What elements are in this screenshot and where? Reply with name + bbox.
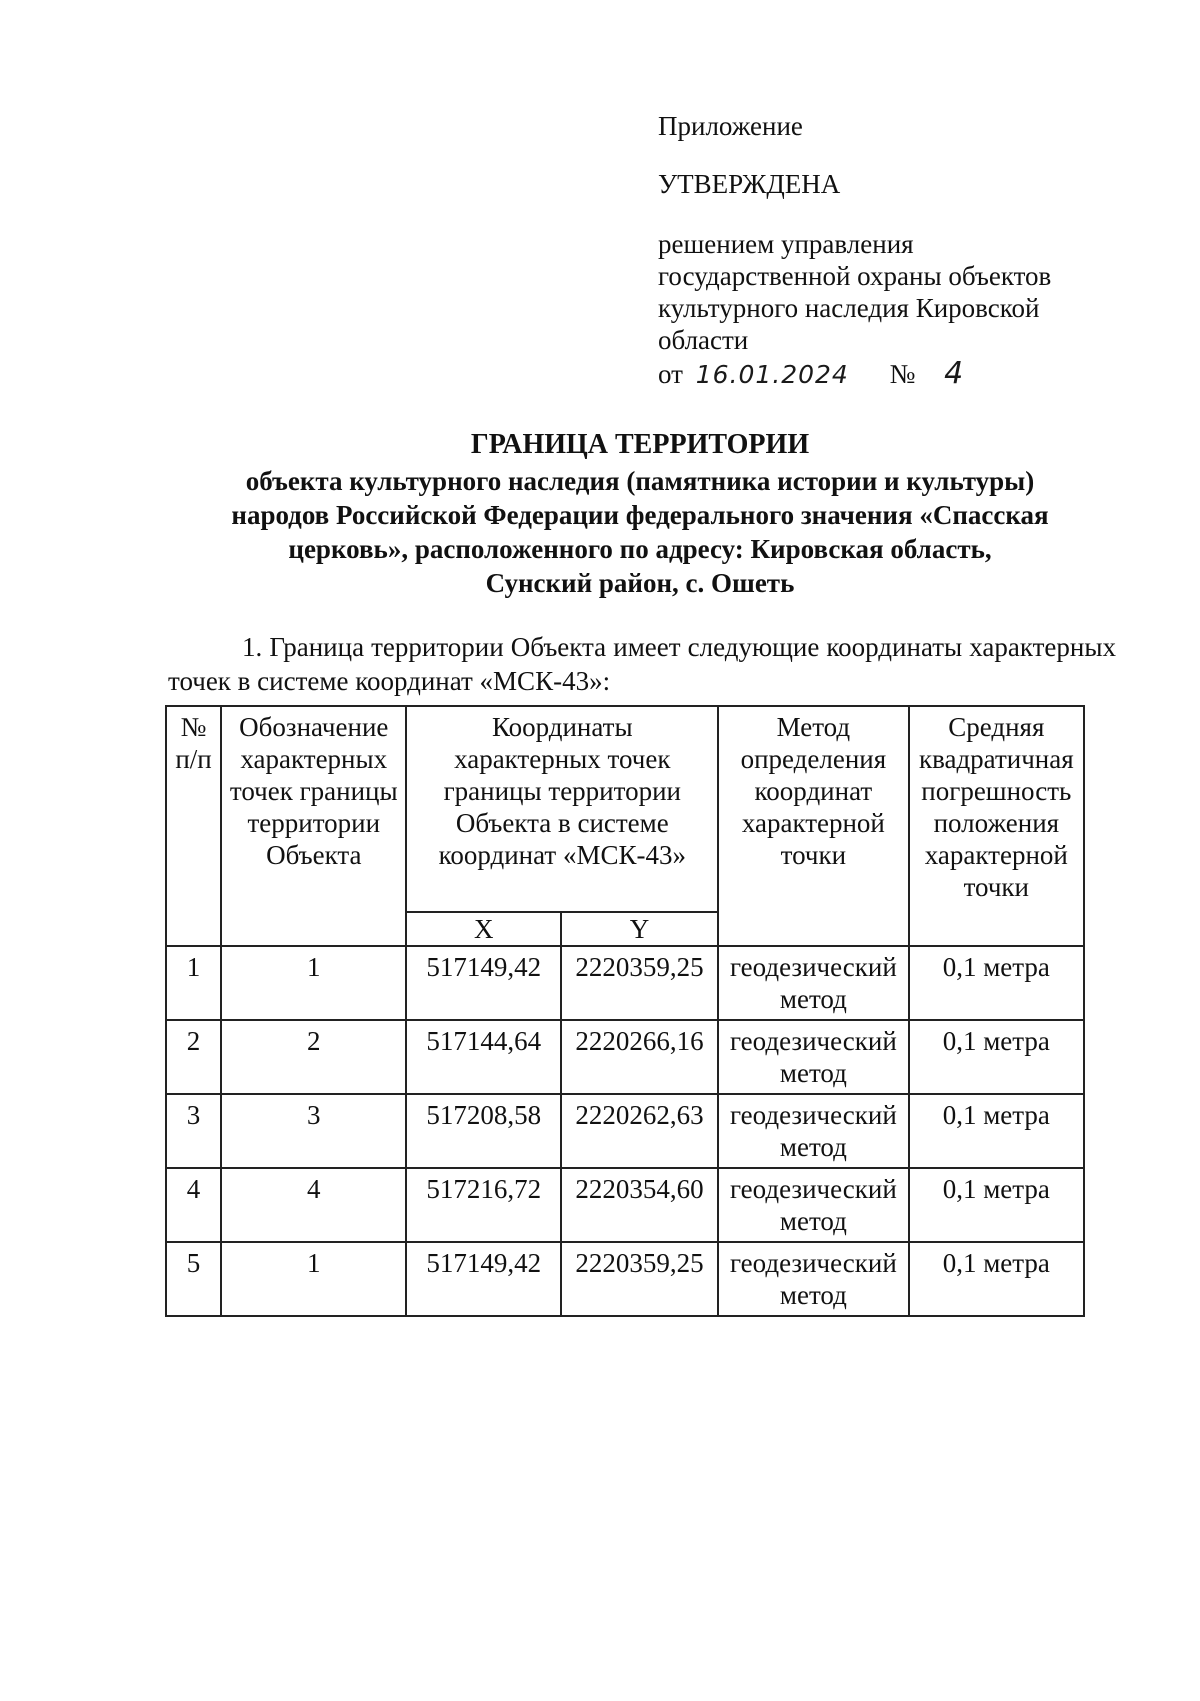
- title-line: Сунский район, с. Ошеть: [485, 568, 795, 598]
- cell-y: 2220359,25: [561, 946, 718, 1020]
- header-coordinates: Координаты характерных точек границы территории Объекта в системе координат «МСК-43»: [406, 706, 718, 912]
- cell-point: 1: [221, 946, 406, 1020]
- cell-point: 1: [221, 1242, 406, 1316]
- cell-y: 2220354,60: [561, 1168, 718, 1242]
- table-row: [166, 1094, 1084, 1168]
- table-row: [166, 1242, 1084, 1316]
- cell-num: 5: [166, 1242, 221, 1316]
- cell-error: 0,1 метра: [909, 1020, 1084, 1094]
- cell-method: геодезический метод: [718, 1168, 909, 1242]
- decision-line: культурного наследия Кировской: [658, 293, 1040, 323]
- cell-method: геодезический метод: [718, 1020, 909, 1094]
- cell-x: 517149,42: [406, 1242, 560, 1316]
- number-sign: №: [889, 359, 916, 389]
- cell-method: геодезический метод: [718, 946, 909, 1020]
- cell-x: 517149,42: [406, 946, 560, 1020]
- cell-method: геодезический метод: [718, 1242, 909, 1316]
- annex-label: Приложение: [658, 111, 803, 141]
- handwritten-number: 4: [944, 356, 965, 391]
- intro-text: 1. Граница территории Объекта имеет следующие координаты характерных точек в системе координат «МСК-43»:: [168, 632, 1116, 696]
- header-method: Метод определения координат характерной точки: [718, 706, 909, 946]
- header-error: Средняя квадратичная погрешность положения характерной точки: [909, 706, 1084, 946]
- cell-error: 0,1 метра: [909, 1094, 1084, 1168]
- cell-num: 3: [166, 1094, 221, 1168]
- cell-num: 1: [166, 946, 221, 1020]
- cell-error: 0,1 метра: [909, 1242, 1084, 1316]
- decision-line: решением управления: [658, 229, 914, 259]
- cell-x: 517144,64: [406, 1020, 560, 1094]
- header-num: № п/п: [166, 706, 221, 946]
- cell-point: 2: [221, 1020, 406, 1094]
- approved-label: УТВЕРЖДЕНА: [658, 169, 841, 199]
- table-row: [166, 946, 1084, 1020]
- title-line: церковь», расположенного по адресу: Кировская область,: [288, 534, 992, 564]
- decision-line: государственной охраны объектов: [658, 261, 1052, 291]
- table-row: [166, 1020, 1084, 1094]
- cell-y: 2220266,16: [561, 1020, 718, 1094]
- approval-block: [658, 110, 1118, 391]
- table-header-row: [166, 706, 1084, 912]
- title-line: объекта культурного наследия (памятника истории и культуры): [245, 466, 1035, 496]
- header-designation: Обозначение характерных точек границы территории Объекта: [221, 706, 406, 946]
- date-prefix: от: [658, 359, 683, 389]
- header-x: X: [406, 912, 560, 946]
- cell-x: 517216,72: [406, 1168, 560, 1242]
- header-y: Y: [561, 912, 718, 946]
- decision-line: области: [658, 325, 749, 355]
- cell-error: 0,1 метра: [909, 1168, 1084, 1242]
- cell-y: 2220262,63: [561, 1094, 718, 1168]
- document-title: [160, 428, 1120, 600]
- title-main: ГРАНИЦА ТЕРРИТОРИИ: [470, 429, 810, 460]
- cell-num: 2: [166, 1020, 221, 1094]
- intro-paragraph: [168, 630, 1116, 698]
- coordinates-table: [165, 705, 1085, 1317]
- cell-point: 3: [221, 1094, 406, 1168]
- cell-method: геодезический метод: [718, 1094, 909, 1168]
- cell-num: 4: [166, 1168, 221, 1242]
- cell-y: 2220359,25: [561, 1242, 718, 1316]
- table-row: [166, 1168, 1084, 1242]
- cell-error: 0,1 метра: [909, 946, 1084, 1020]
- handwritten-date: 16.01.2024: [695, 360, 849, 389]
- title-line: народов Российской Федерации федерального значения «Спасская: [231, 500, 1049, 530]
- cell-point: 4: [221, 1168, 406, 1242]
- date-line: [658, 358, 1118, 391]
- cell-x: 517208,58: [406, 1094, 560, 1168]
